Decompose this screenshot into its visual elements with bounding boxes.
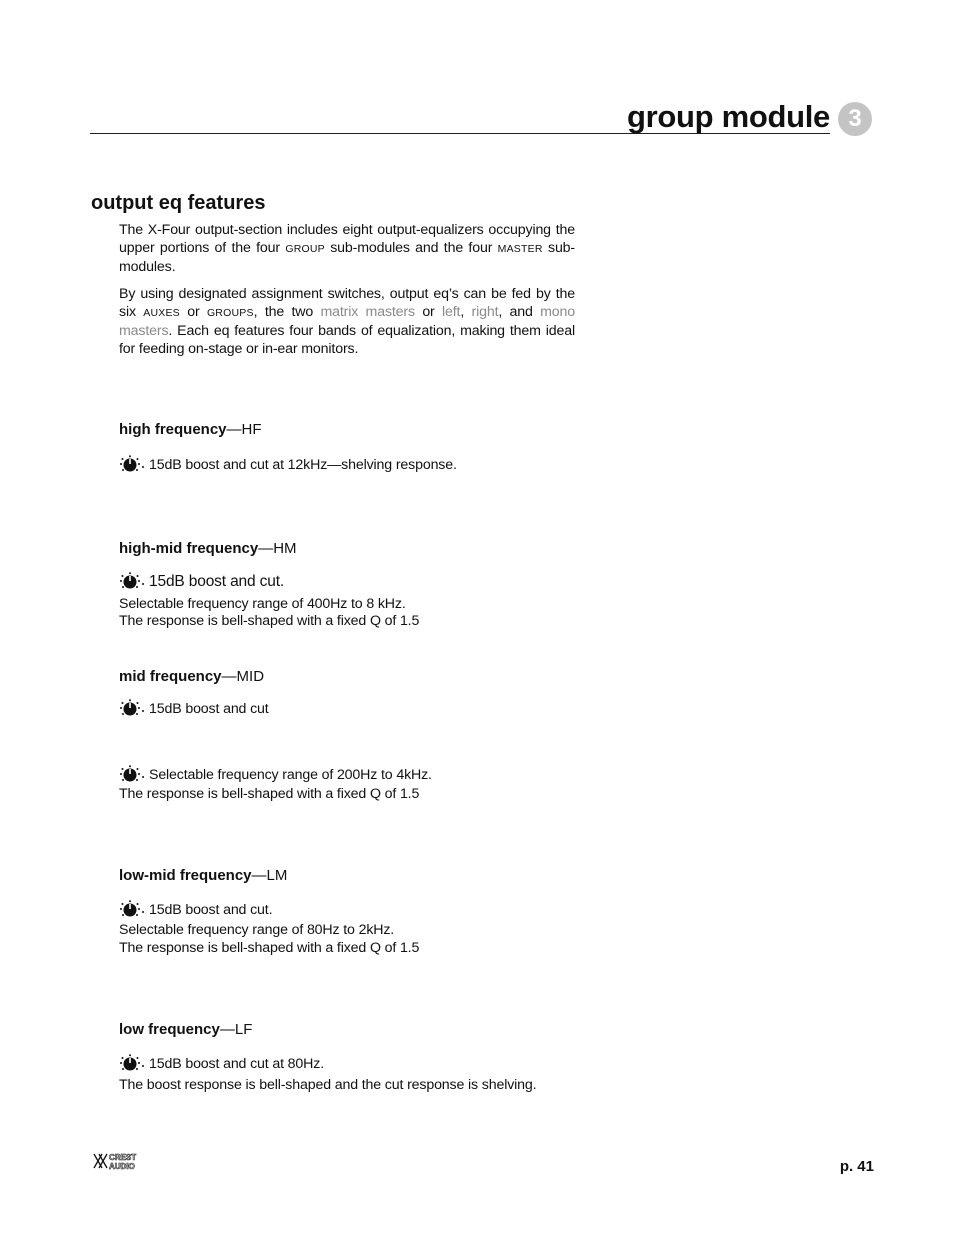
knob-icon xyxy=(119,699,145,719)
lm-gain-text: 15dB boost and cut. xyxy=(149,902,273,918)
gray-term: mono masters xyxy=(119,304,576,339)
knob-icon xyxy=(119,765,145,785)
svg-text:AUDIO: AUDIO xyxy=(109,1162,135,1171)
band-suffix: —LF xyxy=(219,1021,253,1038)
lm-response-text: The response is bell-shaped with a fixed Q of 1.5 xyxy=(119,940,420,956)
band-name: high-mid frequency xyxy=(119,540,259,557)
knob-icon xyxy=(119,900,145,920)
page-title: group module xyxy=(626,99,830,134)
page-number: p. 41 xyxy=(839,1158,874,1175)
lf-gain-text: 15dB boost and cut at 80Hz. xyxy=(149,1056,324,1072)
band-name: mid frequency xyxy=(119,668,222,685)
hm-response-text: The response is bell-shaped with a fixed Q of 1.5 xyxy=(119,613,420,629)
band-title-hm xyxy=(119,539,297,559)
small-caps-term: MASTER xyxy=(497,243,543,255)
text-run: By using designated assignment switches, output eq’s can be fed by the six xyxy=(119,286,575,320)
text-run: sub-modules and the four xyxy=(324,240,498,256)
small-caps-term: AUXES xyxy=(143,307,180,319)
band-title-hf xyxy=(119,420,262,440)
mid-gain-line xyxy=(119,699,269,719)
gray-term: left xyxy=(442,304,461,320)
text-run: , and xyxy=(498,304,541,320)
text-run: The X-Four output-section includes eight output-equalizers occupying the upper portions of the four xyxy=(119,222,575,256)
lm-gain-line xyxy=(119,900,272,920)
band-name: low frequency xyxy=(119,1021,220,1038)
section-heading: output eq features xyxy=(91,192,266,214)
chapter-number-badge: 3 xyxy=(838,102,872,136)
text-run: sub-modules. xyxy=(119,240,575,275)
lm-range-text: Selectable frequency range of 80Hz to 2kHz. xyxy=(119,922,395,938)
band-title-lf xyxy=(119,1020,252,1040)
text-run: . Each eq features four bands of equalization, making them ideal for feeding on-stage or in-ear monitors. xyxy=(119,323,575,357)
lf-gain-line xyxy=(119,1054,324,1074)
band-suffix: —HF xyxy=(226,421,262,438)
mid-response-text: The response is bell-shaped with a fixed Q of 1.5 xyxy=(119,786,420,802)
text-run: , the two xyxy=(253,304,321,320)
hf-gain-text: 15dB boost and cut at 12kHz—shelving response. xyxy=(149,457,457,473)
text-run: or xyxy=(179,304,207,320)
band-title-mid xyxy=(119,667,264,687)
text-run: , xyxy=(460,304,472,320)
crest-audio-logo xyxy=(93,1151,159,1171)
mid-range-text: Selectable frequency range of 200Hz to 4kHz. xyxy=(149,767,432,783)
gray-term: right xyxy=(471,304,499,320)
mid-gain-text: 15dB boost and cut xyxy=(149,701,269,717)
small-caps-term: GROUPS xyxy=(206,307,254,319)
band-suffix: —LM xyxy=(251,867,288,884)
hm-range-text: Selectable frequency range of 400Hz to 8 kHz. xyxy=(119,596,406,612)
band-name: low-mid frequency xyxy=(119,867,252,884)
svg-text:CREST: CREST xyxy=(109,1153,137,1162)
hm-gain-line xyxy=(119,572,284,592)
gray-term: matrix masters xyxy=(320,304,415,320)
lf-response-text: The boost response is bell-shaped and the cut response is shelving. xyxy=(119,1077,537,1093)
intro-paragraph xyxy=(119,221,575,276)
hf-gain-line xyxy=(119,455,457,475)
mid-range-line xyxy=(119,765,432,785)
text-run: or xyxy=(414,304,443,320)
hm-gain-text: 15dB boost and cut. xyxy=(149,573,285,590)
band-suffix: —MID xyxy=(221,668,265,685)
knob-icon xyxy=(119,572,145,592)
knob-icon xyxy=(119,1054,145,1074)
band-name: high frequency xyxy=(119,421,227,438)
band-title-lm xyxy=(119,866,287,886)
band-suffix: —HM xyxy=(258,540,297,557)
knob-icon xyxy=(119,455,145,475)
assignment-paragraph xyxy=(119,285,575,358)
small-caps-term: GROUP xyxy=(285,243,325,255)
